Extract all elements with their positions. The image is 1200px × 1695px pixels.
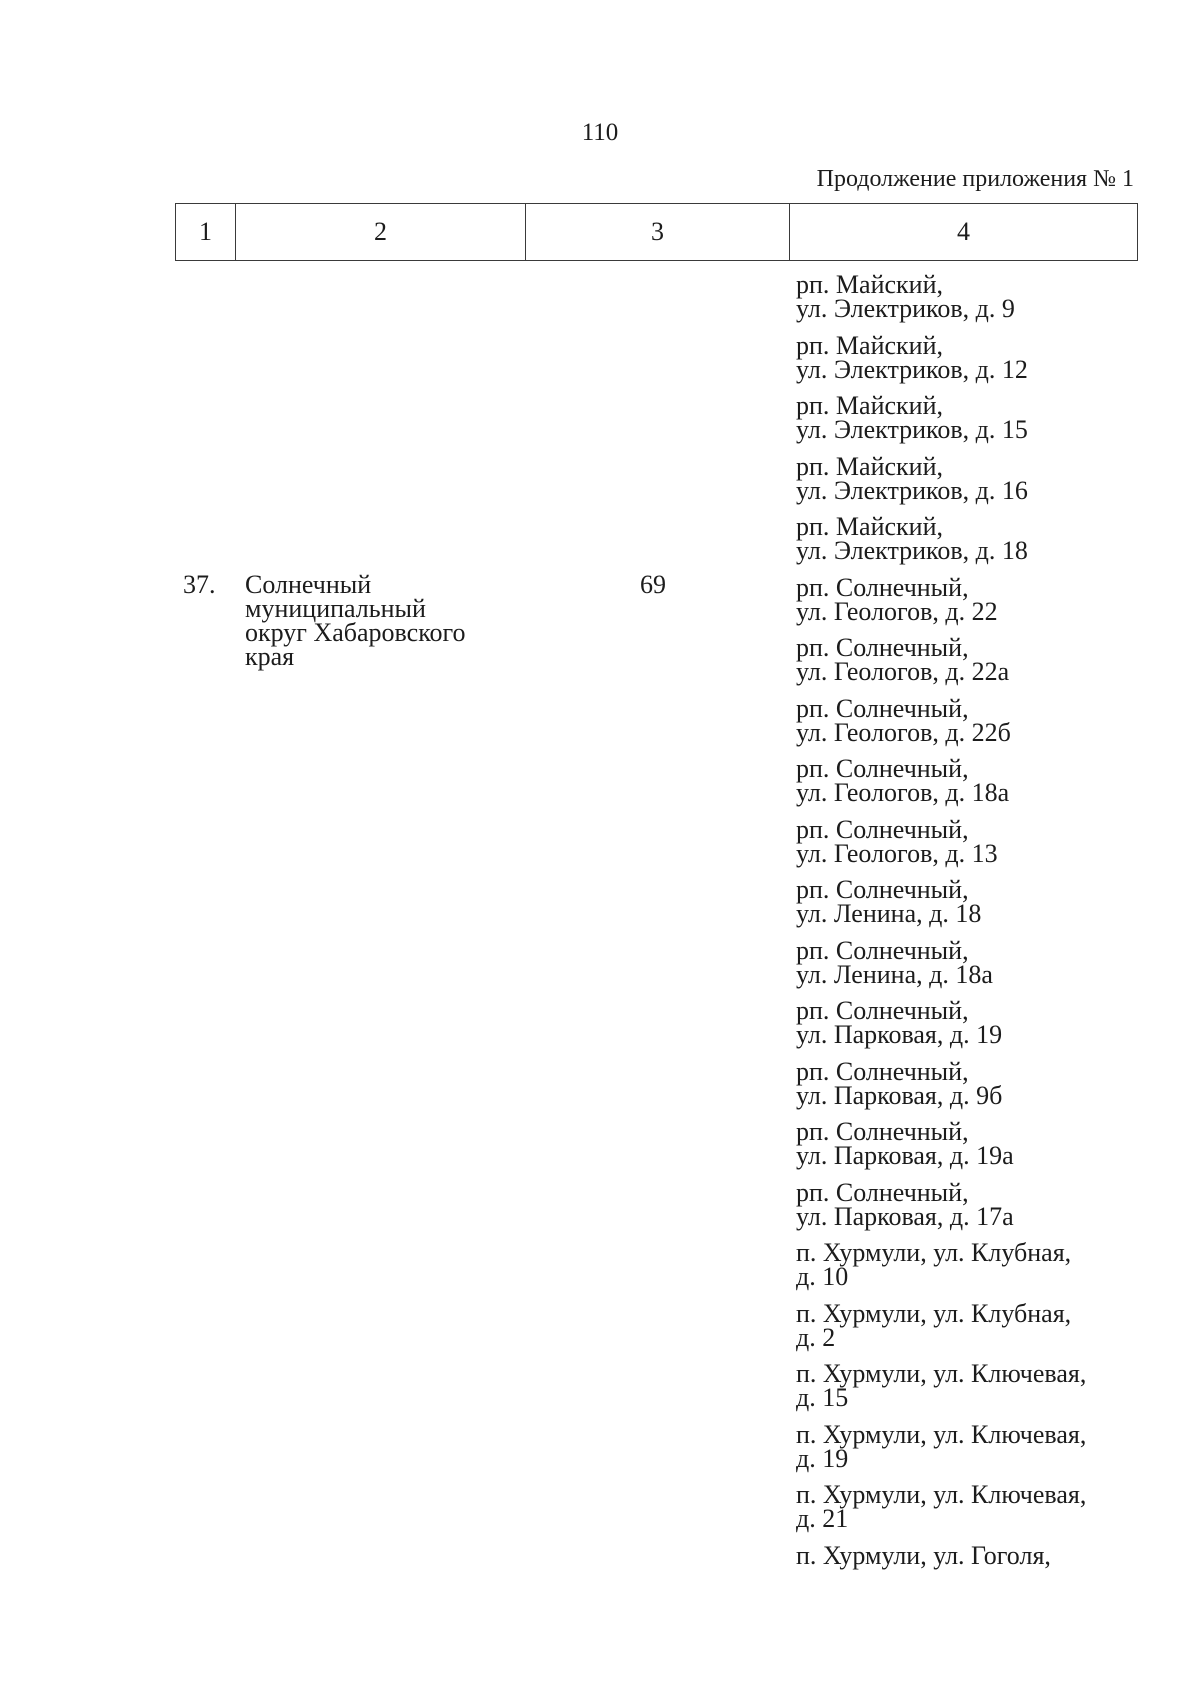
address-item: рп. Майский, ул. Электриков, д. 18 bbox=[796, 512, 1028, 565]
row-number: 37. bbox=[183, 570, 216, 599]
header-col-3: 3 bbox=[526, 204, 790, 260]
address-item: рп. Солнечный, ул. Геологов, д. 18а bbox=[796, 754, 1010, 807]
address-item: рп. Солнечный, ул. Парковая, д. 17а bbox=[796, 1177, 1014, 1231]
address-item: рп. Майский, ул. Электриков, д. 12 bbox=[796, 330, 1028, 384]
header-col-1: 1 bbox=[176, 204, 236, 260]
address-count: 69 bbox=[640, 570, 666, 599]
address-item: рп. Солнечный, ул. Геологов, д. 22а bbox=[796, 633, 1010, 686]
address-item: рп. Солнечный, ул. Ленина, д. 18 bbox=[796, 875, 982, 928]
district-name: Солнечный муниципальный округ Хабаровского края bbox=[245, 570, 466, 671]
address-item: п. Хурмули, ул. Ключевая, д. 21 bbox=[796, 1480, 1087, 1533]
address-item: рп. Майский, ул. Электриков, д. 16 bbox=[796, 451, 1028, 505]
address-item: п. Хурмули, ул. Клубная, д. 2 bbox=[796, 1298, 1072, 1352]
address-item: п. Хурмули, ул. Ключевая, д. 19 bbox=[796, 1419, 1087, 1473]
address-item: рп. Солнечный, ул. Геологов, д. 13 bbox=[796, 814, 998, 868]
address-item: рп. Солнечный, ул. Геологов, д. 22б bbox=[796, 693, 1011, 747]
address-item: рп. Майский, ул. Электриков, д. 15 bbox=[796, 391, 1028, 444]
address-item: рп. Солнечный, ул. Парковая, д. 19а bbox=[796, 1117, 1014, 1170]
address-item: п. Хурмули, ул. Клубная, д. 10 bbox=[796, 1238, 1072, 1291]
page-number: 110 bbox=[581, 119, 619, 146]
address-item: п. Хурмули, ул. Ключевая, д. 15 bbox=[796, 1359, 1087, 1412]
address-item: п. Хурмули, ул. Гоголя, bbox=[796, 1540, 1051, 1570]
table-header bbox=[175, 203, 1138, 261]
address-item: рп. Солнечный, ул. Ленина, д. 18а bbox=[796, 935, 993, 989]
header-col-4: 4 bbox=[957, 217, 970, 246]
appendix-continuation-label: Продолжение приложения № 1 bbox=[816, 166, 1134, 192]
address-list bbox=[796, 270, 1141, 1604]
address-item: рп. Солнечный, ул. Парковая, д. 9б bbox=[796, 1056, 1003, 1110]
header-col-2: 2 bbox=[236, 204, 526, 260]
address-item: рп. Солнечный, ул. Парковая, д. 19 bbox=[796, 996, 1003, 1049]
address-item: рп. Майский, ул. Электриков, д. 9 bbox=[796, 270, 1015, 323]
address-item: рп. Солнечный, ул. Геологов, д. 22 bbox=[796, 572, 998, 626]
